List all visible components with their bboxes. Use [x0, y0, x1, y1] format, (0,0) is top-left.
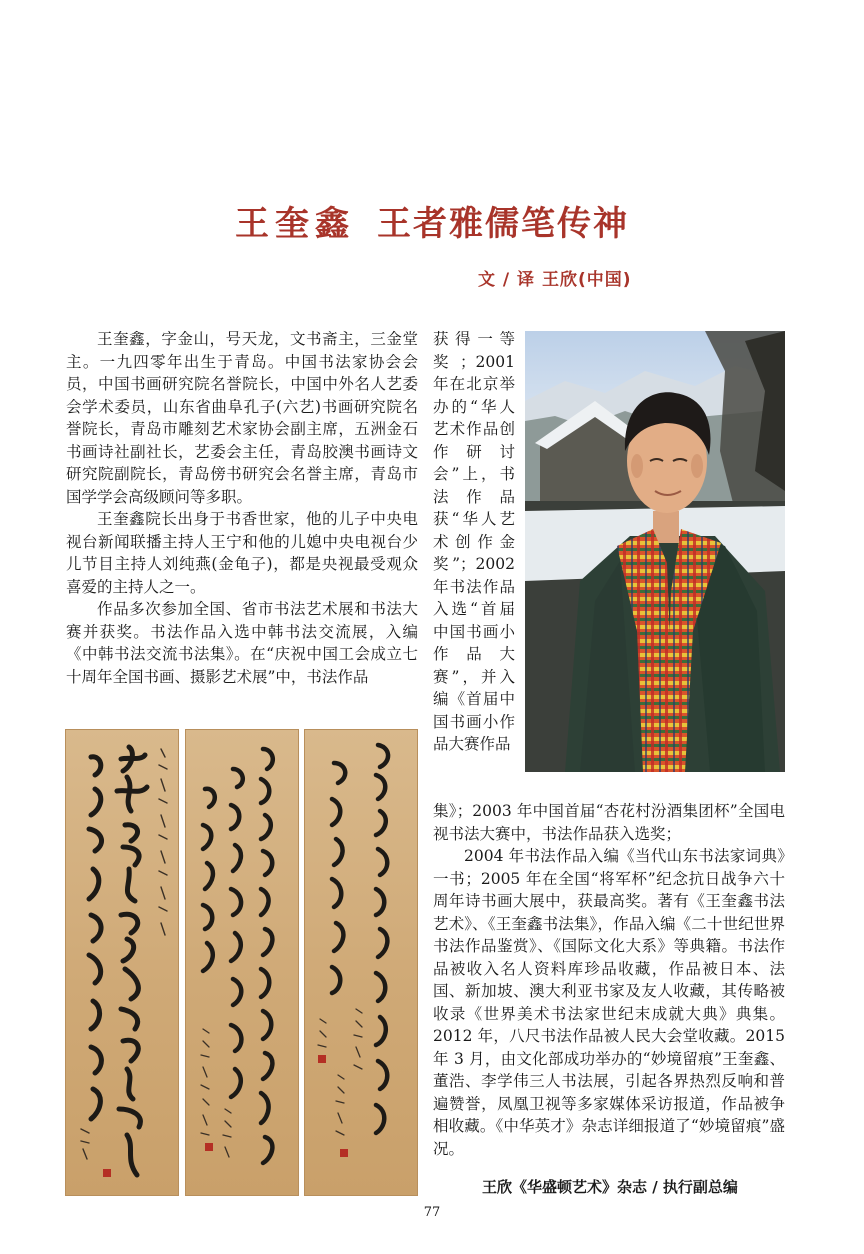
portrait-photo — [525, 331, 785, 772]
narrow-column — [433, 328, 515, 756]
byline: 文 / 译 王欣(中国) — [478, 270, 632, 290]
calligraphy-strokes-2 — [185, 729, 299, 1196]
artist-name: 王奎鑫 — [235, 204, 355, 244]
paragraph-1: 王奎鑫，字金山，号天龙，文书斋主，三金堂主。一九四零年出生于青岛。中国书法家协会会员，中国书画研究院名誉院长，中国中外名人艺委会学术委员，山东省曲阜孔子(六艺)书画研究院名誉院长，青岛市雕刻艺术家协会副主席，五洲金石书画诗社副社长，艺委会主任，青岛胶澳书画诗文研究院副院长，青岛傍书研究会名誉主席，青岛市国学学会高级顾问等多职。 — [66, 330, 418, 506]
calligraphy-panel-3 — [304, 729, 418, 1196]
narrow-column-continuation: 集》；2003 年中国首届“杏花村汾酒集团杯”全国电视书法大赛中，书法作品获入选奖； — [433, 802, 785, 843]
bottom-column — [433, 800, 785, 1160]
calligraphy-strokes-3 — [304, 729, 418, 1196]
page-number: 77 — [423, 1205, 441, 1220]
narrow-column-text: 获得一等奖；2001 年在北京举办的“华人艺术作品创作研讨会”上，书法作品获“华人艺术创作金奖”；2002年书法作品入选“首届中国书画小作品大赛”，并入编《首届中国书画小作品大赛作品 — [433, 330, 515, 753]
paragraph-3: 作品多次参加全国、省市书法艺术展和书法大赛并获奖。书法作品入选中韩书法交流展，入编《中韩书法交流书法集》。在“庆祝中国工会成立七十周年全国书画、摄影艺术展”中，书法作品 — [66, 600, 418, 686]
author-caption: 王欣《华盛顿艺术》杂志 / 执行副总编 — [482, 1178, 738, 1196]
article-title — [0, 196, 864, 245]
paragraph-2: 王奎鑫院长出身于书香世家，他的儿子中央电视台新闻联播主持人王宁和他的儿媳中央电视台少儿节目主持人刘纯燕(金龟子)，都是央视最受观众喜爱的主持人之一。 — [66, 510, 418, 596]
calligraphy-panel-1 — [65, 729, 179, 1196]
paragraph-4: 2004 年书法作品入编《当代山东书法家词典》一书；2005 年在全国“将军杯”纪念抗日战争六十周年诗书画大展中，获最高奖。著有《王奎鑫书法艺术》、《王奎鑫书法集》，作品入编《二十世纪世界书法作品鉴赏》、《国际文化大系》等典籍。书法作品被收入名人资料库珍品收藏，作品被日本、法国、新加坡、澳大利亚书家及友人收藏，其传略被收录《世界美术书法家世纪末成就大典》典集。2012 年，八尺书法作品被人民大会堂收藏。2015 年 3 月，由文化部成功举办的“妙境留痕”王奎鑫、董浩、李学伟三人书法展，引起各界热烈反响和普遍赞誉，凤凰卫视等多家媒体采访报道，作品被争相收藏。《中华英才》杂志详细报道了“妙境留痕”盛况。 — [433, 847, 785, 1158]
calligraphy-strokes-1 — [65, 729, 179, 1196]
portrait-illustration — [525, 331, 785, 772]
calligraphy-panel-2 — [185, 729, 299, 1196]
article-headline: 王者雅儒笔传神 — [377, 204, 629, 244]
left-column — [66, 328, 418, 688]
